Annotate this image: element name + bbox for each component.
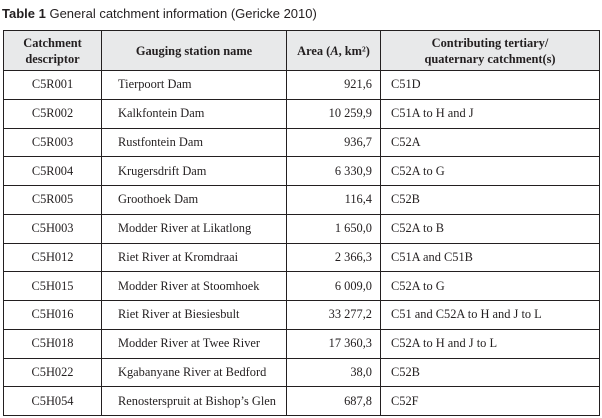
header-catchment-descriptor: Catchment descriptor [4,31,102,71]
station-name-cell: Riet River at Biesiesbult [102,301,287,330]
station-name-cell: Modder River at Likatlong [102,214,287,243]
area-cell: 17 360,3 [287,329,381,358]
area-cell: 2 366,3 [287,243,381,272]
table-row [4,301,600,330]
table-row [4,358,600,387]
catchment-descriptor-cell: C5R004 [4,157,102,186]
header-gauging-station-name: Gauging station name [102,31,287,71]
station-name-cell: Riet River at Kromdraai [102,243,287,272]
contributing-catchment-cell: C52A to H and J to L [381,329,600,358]
contributing-catchment-cell: C51A and C51B [381,243,600,272]
station-name-cell: Renosterspruit at Bishop’s Glen [102,387,287,416]
contributing-catchment-cell: C52A to G [381,157,600,186]
catchment-descriptor-cell: C5R003 [4,128,102,157]
table-row [4,71,600,100]
catchment-descriptor-cell: C5H003 [4,214,102,243]
catchment-descriptor-cell: C5R001 [4,71,102,100]
station-name-cell: Rustfontein Dam [102,128,287,157]
contributing-catchment-cell: C52A to G [381,272,600,301]
catchment-descriptor-cell: C5H022 [4,358,102,387]
table-row [4,214,600,243]
contributing-catchment-cell: C52A [381,128,600,157]
contributing-catchment-cell: C52F [381,387,600,416]
catchment-descriptor-cell: C5R005 [4,186,102,215]
table-row [4,387,600,416]
catchment-descriptor-cell: C5H012 [4,243,102,272]
contributing-catchment-cell: C52B [381,186,600,215]
area-cell: 10 259,9 [287,99,381,128]
header-row [4,31,600,71]
contributing-catchment-cell: C51A to H and J [381,99,600,128]
station-name-cell: Groothoek Dam [102,186,287,215]
contributing-catchment-cell: C51 and C52A to H and J to L [381,301,600,330]
catchment-descriptor-cell: C5R002 [4,99,102,128]
area-cell: 116,4 [287,186,381,215]
table-row [4,99,600,128]
table-row [4,243,600,272]
station-name-cell: Tierpoort Dam [102,71,287,100]
station-name-cell: Krugersdrift Dam [102,157,287,186]
catchment-descriptor-cell: C5H018 [4,329,102,358]
area-cell: 936,7 [287,128,381,157]
catchment-descriptor-cell: C5H015 [4,272,102,301]
table-row [4,329,600,358]
catchment-table [3,30,600,416]
area-cell: 921,6 [287,71,381,100]
contributing-catchment-cell: C52B [381,358,600,387]
table-number: Table 1 [2,6,46,21]
contributing-catchment-cell: C52A to B [381,214,600,243]
area-cell: 6 009,0 [287,272,381,301]
station-name-cell: Kalkfontein Dam [102,99,287,128]
area-cell: 38,0 [287,358,381,387]
area-cell: 687,8 [287,387,381,416]
header-area: Area (A, km²) [287,31,381,71]
catchment-descriptor-cell: C5H054 [4,387,102,416]
table-row [4,157,600,186]
table-title: General catchment information (Gericke 2010) [49,6,317,21]
table-row [4,128,600,157]
area-cell: 33 277,2 [287,301,381,330]
station-name-cell: Kgabanyane River at Bedford [102,358,287,387]
contributing-catchment-cell: C51D [381,71,600,100]
area-cell: 6 330,9 [287,157,381,186]
station-name-cell: Modder River at Twee River [102,329,287,358]
station-name-cell: Modder River at Stoomhoek [102,272,287,301]
catchment-descriptor-cell: C5H016 [4,301,102,330]
table-row [4,272,600,301]
table-caption [2,6,317,21]
table-row [4,186,600,215]
area-cell: 1 650,0 [287,214,381,243]
header-contributing-catchments: Contributing tertiary/ quaternary catchment(s) [381,31,600,71]
